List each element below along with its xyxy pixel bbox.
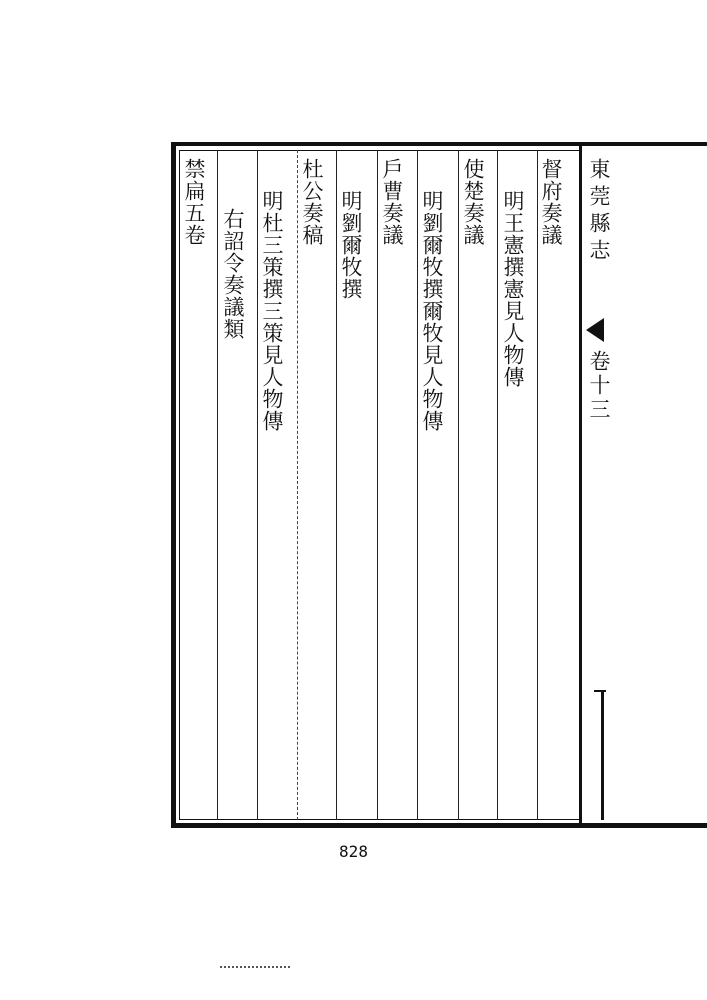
- column-rule: [257, 150, 258, 820]
- column-rule: [458, 150, 459, 820]
- margin-bracket: [594, 690, 606, 692]
- column-rule: [297, 150, 298, 820]
- column-rule: [217, 150, 218, 820]
- book-title: 東莞縣志: [587, 158, 611, 266]
- column-7: 杜公奏稿: [300, 158, 324, 246]
- column-3: 使楚奏議: [461, 158, 485, 246]
- column-rule: [377, 150, 378, 820]
- column-rule: [417, 150, 418, 820]
- column-rule: [537, 150, 538, 820]
- page-number: 828: [339, 842, 368, 861]
- column-10: 禁扁五卷: [182, 158, 206, 246]
- column-9: 右詔令奏議類: [221, 208, 245, 340]
- margin-bracket: [601, 690, 604, 820]
- volume-label: 卷十三: [587, 350, 611, 422]
- fish-tail-mark: [586, 318, 604, 342]
- column-2: 明王憲撰憲見人物傳: [501, 190, 525, 388]
- column-4: 明劉爾牧撰爾牧見人物傳: [420, 190, 444, 432]
- column-6: 明劉爾牧撰: [339, 190, 363, 300]
- scan-artifact: [220, 966, 290, 970]
- column-5: 戶曹奏議: [380, 158, 404, 246]
- center-fold-line: [579, 146, 582, 826]
- column-rule: [497, 150, 498, 820]
- column-8: 明杜三策撰三策見人物傳: [260, 190, 284, 432]
- column-rule: [336, 150, 337, 820]
- column-1: 督府奏議: [539, 158, 563, 246]
